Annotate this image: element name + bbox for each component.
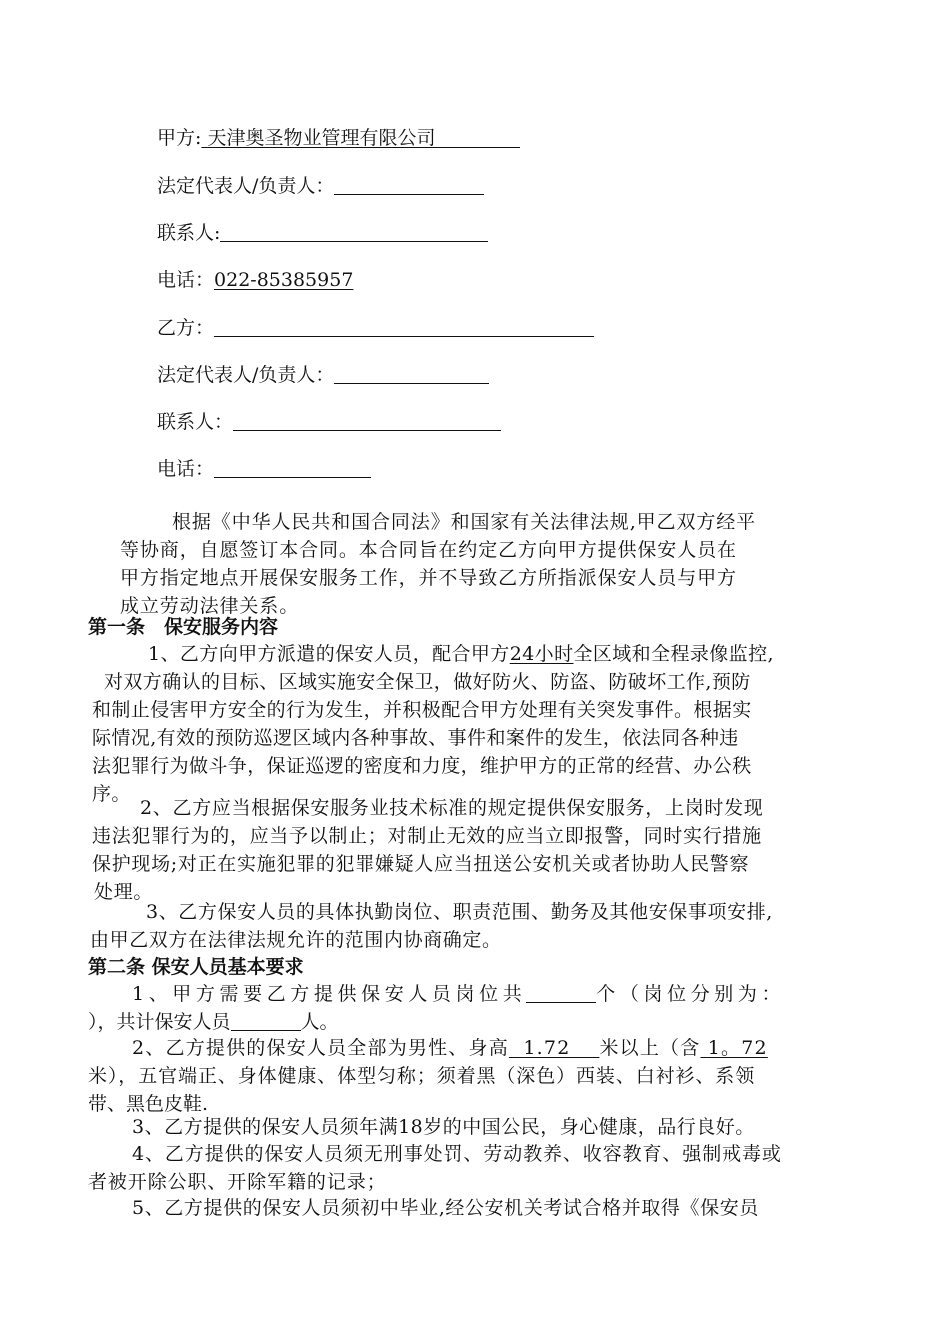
article-2-item-2 [88, 1034, 768, 1118]
article-1-item-3-line: 3、乙方保安人员的具体执勤岗位、职责范围、勤务及其他安保事项安排, [146, 901, 773, 923]
article-1-item-1-line: 序。 [92, 783, 131, 805]
article-1-item-2-line: 2、乙方应当根据保安服务业技术标准的规定提供保安服务，上岗时发现 [140, 797, 764, 819]
article-1-item-1-post: 全区域和全程录像监控, [573, 643, 774, 665]
article-1-item-3-line: 由甲乙双方在法律法规允许的范围内协商确定。 [90, 929, 502, 951]
party-a-phone-label: 电话： [157, 269, 215, 291]
article-1-heading: 第一条 保安服务内容 [88, 616, 279, 638]
article-2-item-2-line: 带、黑色皮鞋. [88, 1093, 209, 1115]
party-b-label: 乙方： [157, 317, 215, 339]
article-2-item-1-post: 个（岗位分别为： [596, 983, 786, 1005]
article-2-item-1 [88, 980, 785, 1036]
article-1-item-1-pre: 1、乙方向甲方派遣的保安人员，配合甲方 [148, 643, 510, 665]
article-2-item-1-line2-pre: ），共计保安人员 [88, 1011, 231, 1033]
height-min-inclusive: 1。72 [707, 1037, 768, 1059]
party-a-contact-blank [220, 222, 488, 242]
article-1-item-1-line: 法犯罪行为做斗争，保证巡逻的密度和力度，维护甲方的正常的经营、办公秩 [92, 755, 752, 777]
article-1-item-3 [90, 898, 773, 954]
party-b-name-blank [214, 317, 594, 337]
preamble-line: 甲方指定地点开展保安服务工作，并不导致乙方所指派保安人员与甲方 [120, 567, 737, 589]
article-1-item-1-line: 和制止侵害甲方安全的行为发生，并积极配合甲方处理有关突发事件。根据实 [92, 699, 752, 721]
article-2-item-5 [88, 1194, 759, 1222]
article-1-item-1 [92, 640, 774, 808]
preamble-line: 根据《中华人民共和国合同法》和国家有关法律法规,甲乙双方经平 [172, 511, 757, 533]
guard-count-blank [231, 1011, 301, 1031]
article-1-item-1-line [92, 640, 774, 668]
height-min: 1.72 [523, 1037, 571, 1059]
article-2-item-1-line2-post: 人。 [300, 1011, 339, 1033]
party-a-rep-blank [334, 175, 484, 195]
article-1-item-1-line: 际情况,有效的预防巡逻区域内各种事故、事件和案件的发生，依法同各种违 [92, 727, 739, 749]
article-1-item-2-line: 违法犯罪行为的，应当予以制止；对制止无效的应当立即报警，同时实行措施 [92, 825, 762, 847]
article-1-item-1-line: 对双方确认的目标、区域实施安全保卫，做好防火、防盗、防破坏工作,预防 [104, 671, 751, 693]
article-1-item-2-line: 保护现场;对正在实施犯罪的犯罪嫌疑人应当扭送公安机关或者协助人民警察 [92, 853, 750, 875]
article-2-item-4-line: 4、乙方提供的保安人员须无刑事处罚、劳动教养、收容教育、强制戒毒或 [132, 1143, 782, 1165]
article-2-item-3 [88, 1113, 755, 1141]
preamble-line: 等协商，自愿签订本合同。本合同旨在约定乙方向甲方提供保安人员在 [120, 539, 737, 561]
party-b-rep-line [157, 364, 489, 386]
article-1-item-2-line: 处理。 [94, 881, 154, 903]
party-b-rep-blank [334, 364, 489, 384]
party-a-label: 甲方: [157, 127, 202, 149]
article-2-item-1-pre: 1、甲方需要乙方提供保安人员岗位共 [132, 983, 527, 1005]
article-2-item-4-line: 者被开除公职、开除军籍的记录； [88, 1171, 387, 1193]
party-a-line [157, 127, 520, 149]
party-a-contact-line [157, 222, 488, 244]
party-b-rep-label: 法定代表人/负责人： [157, 364, 335, 386]
article-2-item-2-line [88, 1034, 768, 1062]
article-2-item-5-line: 5、乙方提供的保安人员须初中毕业,经公安机关考试合格并取得《保安员 [132, 1197, 759, 1219]
party-a-phone: 022-85385957 [214, 269, 354, 291]
preamble [120, 508, 756, 620]
article-2-item-2-pre: 2、乙方提供的保安人员全部为男性、身高 [132, 1037, 509, 1059]
article-2-item-1-line [88, 1008, 785, 1036]
party-b-phone-label: 电话： [157, 458, 215, 480]
party-b-contact-line [157, 411, 501, 433]
party-a-rep-label: 法定代表人/负责人： [157, 175, 335, 197]
party-b-phone-line [157, 458, 371, 480]
party-b-line [157, 317, 594, 339]
article-2-item-1-line [88, 980, 785, 1008]
service-hours: 24小时 [509, 643, 574, 665]
party-a-name: 天津奥圣物业管理有限公司 [207, 127, 436, 149]
article-2-item-3-line: 3、乙方提供的保安人员须年满18岁的中国公民，身心健康，品行良好。 [132, 1116, 755, 1138]
article-2-item-2-line: 米），五官端正、身体健康、体型匀称；须着黑（深色）西装、白衬衫、系领 [88, 1065, 756, 1087]
article-2-heading: 第二条 保安人员基本要求 [88, 956, 304, 978]
party-a-rep-line [157, 175, 484, 197]
post-count-blank [526, 983, 596, 1003]
article-1-item-2 [92, 794, 764, 906]
preamble-line: 成立劳动法律关系。 [120, 595, 300, 617]
party-a-phone-line [157, 269, 353, 291]
party-a-contact-label: 联系人: [157, 222, 221, 244]
party-b-contact-blank [233, 411, 501, 431]
article-2-item-4 [88, 1140, 782, 1196]
party-b-contact-label: 联系人： [157, 411, 234, 433]
party-b-phone-blank [214, 458, 371, 478]
article-2-item-2-mid: 米以上（含 [599, 1037, 701, 1059]
